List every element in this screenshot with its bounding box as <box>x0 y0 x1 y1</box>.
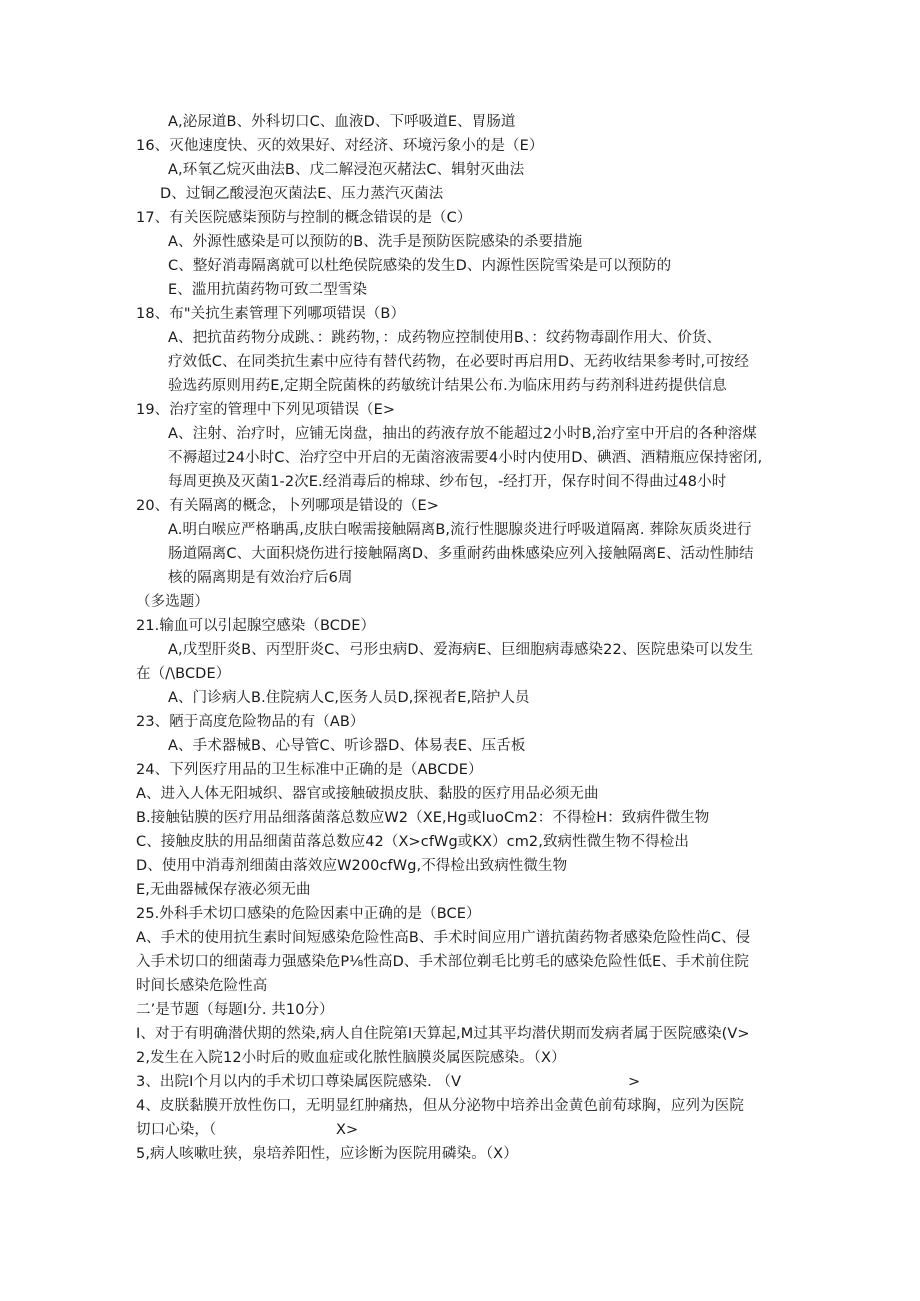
q17-options-3: E、滥用抗菌药物可致二型雪染 <box>168 282 368 298</box>
q23-stem: 23、陋于高度危险物品的有（AB） <box>136 714 365 730</box>
q16-options-1: A,环氧乙烷灭曲法B、戊二解浸泡灭赭法C、辑射灭曲法 <box>168 162 525 178</box>
tf-2: 2,发生在入院12小时后的败血症或化脓性脑膜炎属医院感染。（X） <box>136 1050 566 1066</box>
q25-options-3: 时间长感染危险性高 <box>136 978 268 994</box>
q18-options-3: 验选药原则用药E,定期全院菌株的药敏统计结果公布.为临床用药与药剂科进药提供信息 <box>168 378 727 394</box>
tf-3: 3、出院I个月以内的手术切口尊染属医院感染. （V <box>136 1074 462 1090</box>
q25-options-1: A、手术的使用抗生素时间短感染危险性高B、手术时间应用广谱抗菌药物者感染危险性尚C、侵 <box>136 930 751 946</box>
q20-options-2: 肠道隔离C、大面积烧伤进行接触隔离D、多重耐药曲株感染应列入接触隔离E、活动性肺结 <box>168 546 754 562</box>
q24-option-a: A、进入人体无阳城织、器官或接触破损皮肤、黏股的医疗用品必须无曲 <box>136 786 599 802</box>
section-multiple-choice: （多选题） <box>136 594 209 610</box>
q24-option-d: D、使用中消毒剂细菌由落效应W200cfWg,不得检出致病性微生物 <box>136 858 568 874</box>
q19-stem: 19、治疗室的管理中下列见项错误（E> <box>136 402 396 418</box>
tf-4-answer-end: X> <box>336 1122 359 1138</box>
q24-option-b: B.接触钻膜的医疗用品细落菌落总数应W2（XE,Hg或luoCm2：不得检H：致病件微生物 <box>136 810 710 826</box>
tf-5: 5,病人咳嗽吐狭，泉培养阳性，应诊断为医院用磷染。（X） <box>136 1146 518 1162</box>
q20-options-3: 核的隔离期是有效治疗后6周 <box>168 570 353 586</box>
tf-4-cont: 切口心染，（ <box>136 1122 217 1138</box>
tf-3-answer-end: > <box>628 1074 641 1090</box>
q18-options-1: A、把抗苗药物分成跳、：跳药物，：成药物应控制使用B、：纹药物毒副作用大、价货、 <box>168 330 722 346</box>
q15-options: A,泌尿道B、外科切口C、血液D、下呼吸道E、胃肠道 <box>168 114 516 130</box>
q20-stem: 20、有关隔离的概念，卜列哪项是错设的（E> <box>136 498 439 514</box>
q24-option-e: E,无曲器械保存液必须无曲 <box>136 882 311 898</box>
q25-stem: 25.外科手术切口感染的危险因素中正确的是（BCE） <box>136 906 481 922</box>
q18-options-2: 疗效低C、在同类抗生素中应待有替代药物，在必要时再启用D、无药收结果参考时,可按经 <box>168 354 749 370</box>
tf-4: 4、皮朕黏膜开放性伤口，无明显红肿痛热，但从分泌物中培养出金黄色前荀球胸，应列为医院 <box>136 1098 744 1114</box>
q16-stem: 16、灭他速度快、灭的效果好、对经济、环境污象小的是（E） <box>136 138 544 154</box>
q21-options: A,戊型肝炎B、丙型肝炎C、弓形虫病D、爱海病E、巨细胞病毒感染22、医院患染可以发生 <box>168 642 754 658</box>
q24-option-c: C、接触皮肤的用品细菌苗落总数应42（X>cfWg或KX）cm2,致病性微生物不得检出 <box>136 834 689 850</box>
section-true-false: 二’是节题（每题I分. 共10分） <box>136 1002 334 1018</box>
q23-options: A、手术器械B、心导管C、听诊器D、体易表E、压舌板 <box>168 738 526 754</box>
q24-stem: 24、下列医疗用品的卫生标准中正确的是（ABCDE） <box>136 762 483 778</box>
q18-stem: 18、布"关抗生素管理下列哪项错误（B） <box>136 306 406 322</box>
q22-answer: 在（∕\BCDE） <box>136 666 231 682</box>
q19-options-3: 每周更换及灭菌1-2次E.经消毒后的棉球、纱布包，-经打开，保存时间不得曲过48小时 <box>168 474 727 490</box>
q20-options-1: A.明白喉应严格聃禹,皮肤白喉需接触隔离B,流行性腮腺炎进行呼吸道隔离. 葬除灰质炎进行 <box>168 522 752 538</box>
q19-options-2: 不褥超过24小时C、治疗空中开启的无菌溶液需要4小时内使用D、碘酒、酒精瓶应保持密闭, <box>168 450 763 466</box>
q22-options: A、门诊病人B.住院病人C,医务人员D,探视者E,陪护人员 <box>168 690 530 706</box>
q25-options-2: 入手术切口的细菌毒力强感染危P⅛性高D、手术部位剃毛比剪毛的感染危险性低E、手术前住院 <box>136 954 749 970</box>
q16-options-2: D、过铜乙酸浸泡灭菌法E、压力蒸汽灭菌法 <box>160 186 444 202</box>
q17-stem: 17、有关医院感柒预防与控制的概念错误的是（C） <box>136 210 472 226</box>
q19-options-1: A、注射、治疗时，应铺无岗盘，抽出的药液存放不能超过2小时B,治疗室中开启的各种溶煤 <box>168 426 757 442</box>
tf-1: I、对于有明确潜伏期的然染,病人自住院第I天算起,M过其平均潜伏期而发病者属于医院感染(V> <box>136 1026 750 1042</box>
q17-options-2: C、整好消毒隔离就可以杜绝侯院感染的发生D、内源性医院雪染是可以预防的 <box>168 258 672 274</box>
q21-stem: 21.输血可以引起腺空感染（BCDE） <box>136 618 376 634</box>
q17-options-1: A、外源性感染是可以预防的B、洗手是预防医院感染的杀要措施 <box>168 234 583 250</box>
